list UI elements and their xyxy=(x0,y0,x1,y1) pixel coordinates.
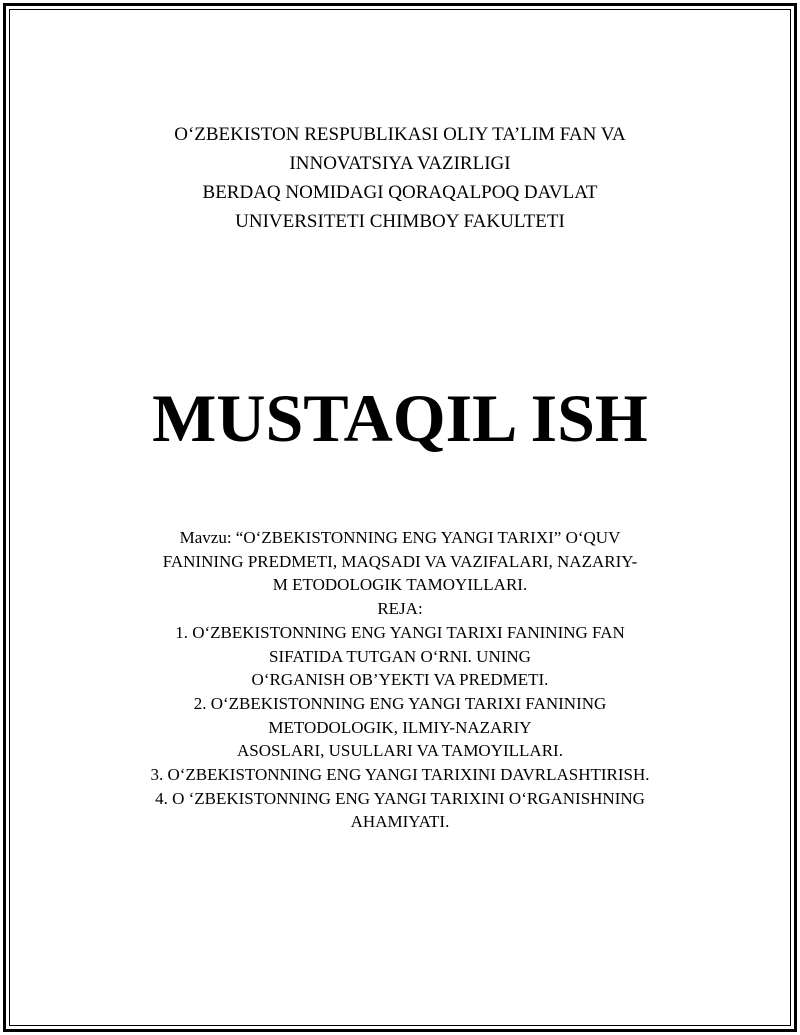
header-line: BERDAQ NOMIDAGI QORAQALPOQ DAVLAT xyxy=(202,182,598,203)
plan-line: METODOLOGIK, ILMIY-NAZARIY xyxy=(268,717,532,737)
topic-line: Mavzu: “O‘ZBEKISTONNING ENG YANGI TARIXI” O‘QUV xyxy=(179,528,621,547)
topic-line: M ETODOLOGIK TAMOYILLARI. xyxy=(272,575,528,595)
plan-line: AHAMIYATI. xyxy=(350,812,450,832)
plan-line: 1. O‘ZBEKISTONNING ENG YANGI TARIXI FANINING FAN xyxy=(175,622,625,642)
header-line: UNIVERSITETI CHIMBOY FAKULTETI xyxy=(235,211,565,232)
plan-line: 3. O‘ZBEKISTONNING ENG YANGI TARIXINI DAVRLASHTIRISH. xyxy=(150,765,650,785)
header-line: O‘ZBEKISTON RESPUBLIKASI OLIY TA’LIM FAN VA xyxy=(174,124,626,145)
plan-line: ASOSLARI, USULLARI VA TAMOYILLARI. xyxy=(237,741,563,761)
institution-header xyxy=(0,120,800,236)
document-title: MUSTAQIL ISH xyxy=(152,380,648,456)
plan-line: O‘RGANISH OB’YEKTI VA PREDMETI. xyxy=(251,670,549,690)
plan-line: SIFATIDA TUTGAN O‘RNI. UNING xyxy=(269,646,531,666)
topic-line: FANINING PREDMETI, MAQSADI VA VAZIFALARI, NAZARIY- xyxy=(162,551,638,571)
header-line: INNOVATSIYA VAZIRLIGI xyxy=(289,153,511,174)
topic-and-plan xyxy=(0,526,800,834)
plan-line: 4. O ‘ZBEKISTONNING ENG YANGI TARIXINI O‘RGANISHNING xyxy=(155,788,645,808)
plan-line: 2. O‘ZBEKISTONNING ENG YANGI TARIXI FANINING xyxy=(193,693,607,713)
plan-heading: REJA: xyxy=(377,599,423,619)
